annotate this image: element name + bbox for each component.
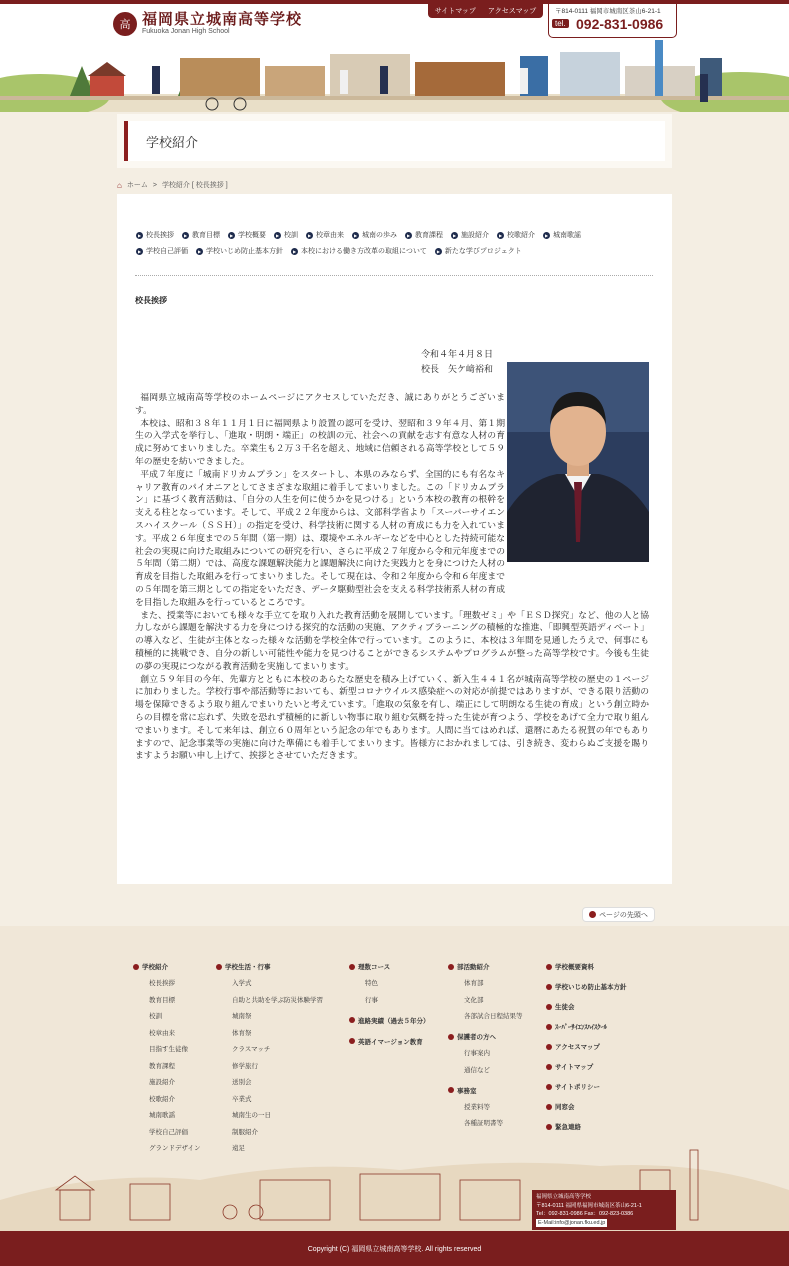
footer-link[interactable]: 体育部 xyxy=(464,980,484,987)
footer-heading-label: 部活動紹介 xyxy=(457,964,490,971)
subnav-link[interactable] xyxy=(451,229,489,241)
subnav-link[interactable] xyxy=(306,229,344,241)
footer-quick-link[interactable] xyxy=(546,962,627,971)
footer-heading[interactable] xyxy=(448,1086,523,1095)
footer-heading[interactable] xyxy=(349,1037,430,1046)
subnav-label: 校章由来 xyxy=(316,232,344,239)
footer-link[interactable]: 城南歌謡 xyxy=(149,1112,175,1119)
greeting-paragraph: 本校は、昭和３８年１１月１日に福岡県より設置の認可を受け、翌昭和３９年４月、第１期生の入学式を挙行し、「進取・明朗・端正」の校訓の元、社会への貢献を志す有意な人材の育成に努めてまいりました。卒業生も２万３千名を超え、地域に信頼される高等学校として５９年の歴史を紡いできました。 xyxy=(135,418,505,467)
subnav-label: 教育目標 xyxy=(192,232,220,239)
footer-email[interactable]: E-Mail:info@jonan.fku.ed.jp xyxy=(538,1219,606,1226)
footer-link[interactable]: 目指す生徒像 xyxy=(149,1046,188,1053)
subnav-label: 城南歌謡 xyxy=(553,232,581,239)
arrow-right-icon: ▶ xyxy=(137,232,142,238)
footer-link[interactable]: 入学式 xyxy=(232,980,252,987)
subnav-label: 学校いじめ防止基本方針 xyxy=(206,248,283,255)
footer-heading-label: 同窓会 xyxy=(555,1104,575,1111)
subnav-label: 学校概要 xyxy=(238,232,266,239)
subnav-link[interactable] xyxy=(274,229,298,241)
subnav-label: 校歌紹介 xyxy=(507,232,535,239)
arrow-right-icon: ▶ xyxy=(197,248,202,254)
footer-quick-link[interactable] xyxy=(546,1022,627,1031)
footer-address: 〒814-0111 福岡県福岡市城南区茶山6-21-1 xyxy=(536,1202,642,1209)
footer-col-school xyxy=(133,962,201,1160)
footer-link[interactable]: 校章由来 xyxy=(149,1029,175,1037)
breadcrumb xyxy=(117,180,228,190)
subnav-label: 教育課程 xyxy=(415,232,443,239)
bullet-icon xyxy=(133,964,139,970)
bullet-icon xyxy=(448,964,454,970)
footer-link[interactable]: 体育祭 xyxy=(232,1029,252,1037)
school-name-en: Fukuoka Jonan High School xyxy=(142,28,230,35)
subnav-link[interactable] xyxy=(405,229,443,241)
footer-heading-label: 緊急連絡 xyxy=(555,1124,581,1131)
footer-link[interactable]: 城南生の一日 xyxy=(232,1112,271,1119)
arrow-right-icon: ▶ xyxy=(452,232,457,238)
footer-link[interactable]: 学校自己評価 xyxy=(149,1128,188,1136)
footer-link[interactable]: 卒業式 xyxy=(232,1095,252,1103)
subnav-link[interactable] xyxy=(228,229,266,241)
footer-quick-link[interactable] xyxy=(546,982,627,991)
bullet-icon xyxy=(349,964,355,970)
back-to-top-button[interactable] xyxy=(582,907,655,922)
footer-heading-label: 学校生活・行事 xyxy=(225,964,271,971)
footer-block xyxy=(448,1032,523,1074)
footer-quick-link[interactable] xyxy=(546,1102,627,1111)
arrow-right-icon: ▶ xyxy=(307,232,312,238)
footer-link[interactable]: 自助と共助を学ぶ防災体験学習 xyxy=(232,996,323,1004)
subnav-label: 本校における働き方改革の取組について xyxy=(301,248,427,255)
footer-heading-label: ｽｰﾊﾟｰｻｲｴﾝｽﾊｲｽｸｰﾙ xyxy=(555,1024,607,1031)
footer-link[interactable]: クラスマッチ xyxy=(232,1046,271,1053)
footer-heading-label: 学校紹介 xyxy=(142,964,168,971)
subnav-link[interactable] xyxy=(136,245,188,257)
subnav-label: 校長挨拶 xyxy=(146,232,174,239)
back-to-top-label: ページの先頭へ xyxy=(599,911,648,919)
bullet-icon xyxy=(216,964,222,970)
greeting-paragraph: 平成７年度に「城南ドリカムプラン」をスタートし、本県のみならず、全国的にも有名なキャリア教育のパイオニアとしてさまざまな取組に着手してまいりました。この「ドリカムプラン」に基づく教育活動は、「自分の人生を何に使うかを見つける」という本校の教育の根幹を支える柱となっています。そして、平成２２年度からは、文部科学省より「スーパーサイエンスハイスクール（ＳＳＨ）」の指定を受け、科学技術に関する人材の育成にも力を入れています。平成２６年度までの５年間（第一期）は、環境やエネルギーなどを中心とした持続可能な社会の実現に向けた取組みについての研究を行い、さらに平成２７年度から令和元年度までの５年間（第二期）では、高度な課題解決能力と課題解決に向けた実践力とを身につけた人材の育成を目指した取組みを行ってまいりました。そして現在は、令和２年度から令和６年度までの５年間を第三期としての指定をいただき、データ駆動型社会を支える科学技術系人材の育成を目指した取組みを行っているところです。 xyxy=(135,469,505,608)
footer-col-links xyxy=(546,962,627,1142)
subnav-link[interactable] xyxy=(497,229,535,241)
footer-quick-link[interactable] xyxy=(546,1042,627,1051)
greeting-paragraph: 福岡県立城南高等学校のホームページにアクセスしていただき、誠にありがとうございます。 xyxy=(135,393,505,416)
footer-quick-link[interactable] xyxy=(546,1002,627,1011)
breadcrumb-current: 学校紹介 [ 校長挨拶 ] xyxy=(161,182,228,189)
footer-quick-link[interactable] xyxy=(546,1062,627,1071)
footer-quick-link[interactable] xyxy=(546,1082,627,1091)
subnav-link[interactable] xyxy=(435,245,522,257)
arrow-up-icon xyxy=(589,911,596,918)
footer-heading[interactable] xyxy=(133,962,201,971)
footer-heading[interactable] xyxy=(448,962,523,971)
footer-link[interactable]: 行事 xyxy=(365,996,378,1004)
divider xyxy=(135,275,653,276)
copyright-text: Copyright (C) 福岡県立城南高等学校. All rights reserved xyxy=(307,1245,482,1253)
arrow-right-icon: ▶ xyxy=(544,232,549,238)
subnav-label: 城南の歩み xyxy=(362,232,397,239)
tel-number[interactable]: 092-831-0986 xyxy=(576,16,664,32)
footer-heading[interactable] xyxy=(349,962,430,971)
footer-tel: Tel：092-831-0986 Fax：092-823-0386 xyxy=(536,1211,634,1217)
footer-link[interactable]: 授業料等 xyxy=(464,1103,490,1111)
bullet-icon xyxy=(349,1017,355,1023)
greeting-date: 令和４年４月８日 xyxy=(421,350,494,360)
school-emblem-icon: 高 xyxy=(113,12,137,36)
footer-heading[interactable] xyxy=(216,962,323,971)
header-illustration xyxy=(0,36,789,112)
tel-label: tel. xyxy=(552,19,569,28)
bullet-icon xyxy=(546,1064,552,1070)
breadcrumb-home[interactable]: ホーム xyxy=(126,182,148,189)
footer-heading-label: 生徒会 xyxy=(555,1004,575,1011)
arrow-right-icon: ▶ xyxy=(292,248,297,254)
subnav-link[interactable] xyxy=(182,229,220,241)
section-title: 校長挨拶 xyxy=(135,295,167,305)
breadcrumb-separator: > xyxy=(152,181,157,189)
bullet-icon xyxy=(546,1024,552,1030)
footer-col-course xyxy=(349,962,430,1058)
school-logo[interactable] xyxy=(113,11,302,36)
arrow-right-icon: ▶ xyxy=(275,232,280,238)
footer-col-life xyxy=(216,962,323,1160)
footer-link[interactable]: 遠足 xyxy=(232,1145,245,1152)
footer-link[interactable]: グランドデザイン xyxy=(149,1145,201,1152)
sitemap-link[interactable]: サイトマップ xyxy=(434,8,476,15)
footer-block xyxy=(349,962,430,1004)
bullet-icon xyxy=(448,1087,454,1093)
footer-school-name: 福岡県立城南高等学校 xyxy=(536,1194,592,1200)
page-title-box xyxy=(124,121,665,161)
footer-heading[interactable] xyxy=(448,1032,523,1041)
subnav-link[interactable] xyxy=(136,229,174,241)
footer-link[interactable]: 文化部 xyxy=(464,996,484,1004)
footer-link[interactable]: 通信など xyxy=(464,1066,490,1074)
subnav-link[interactable] xyxy=(196,245,283,257)
bullet-icon xyxy=(546,964,552,970)
subnav-link[interactable] xyxy=(543,229,581,241)
footer-link[interactable]: 特色 xyxy=(365,980,378,987)
bullet-icon xyxy=(546,1044,552,1050)
footer-block xyxy=(448,1086,523,1128)
bullet-icon xyxy=(349,1038,355,1044)
footer-heading-label: 進路実績（過去５年分） xyxy=(358,1017,430,1025)
footer-link[interactable]: 校訓 xyxy=(149,1013,162,1020)
footer-heading-label: 学校いじめ防止基本方針 xyxy=(555,984,627,991)
footer-heading-label: 保護者の方へ xyxy=(457,1034,496,1041)
arrow-right-icon: ▶ xyxy=(498,232,503,238)
arrow-right-icon: ▶ xyxy=(406,232,411,238)
accessmap-link[interactable]: アクセスマップ xyxy=(487,8,537,15)
footer-info-box xyxy=(532,1190,676,1230)
footer-link[interactable]: 城南祭 xyxy=(232,1013,252,1020)
arrow-right-icon: ▶ xyxy=(137,248,142,254)
subnav-label: 学校自己評価 xyxy=(146,248,188,255)
school-name: 福岡県立城南高等学校 xyxy=(142,10,303,28)
footer-heading-label: 事務室 xyxy=(457,1087,477,1095)
greeting-body xyxy=(135,392,649,763)
footer-link[interactable]: 各種証明書等 xyxy=(464,1120,503,1127)
bullet-icon xyxy=(546,1104,552,1110)
bullet-icon xyxy=(546,1084,552,1090)
footer-link[interactable]: 校歌紹介 xyxy=(149,1095,175,1103)
footer-heading-label: 英語イマージョン教育 xyxy=(358,1038,423,1046)
footer-link[interactable]: 教育課程 xyxy=(149,1062,175,1070)
arrow-right-icon: ▶ xyxy=(229,232,234,238)
footer-block xyxy=(349,1037,430,1046)
subnav-link[interactable] xyxy=(291,245,427,257)
footer-heading-label: 理数コース xyxy=(358,964,391,971)
footer-link[interactable]: 制服紹介 xyxy=(232,1128,258,1136)
arrow-right-icon: ▶ xyxy=(183,232,188,238)
subnav-label: 校訓 xyxy=(284,232,298,239)
arrow-right-icon: ▶ xyxy=(436,248,440,254)
bullet-icon xyxy=(546,1124,552,1130)
footer-heading-label: サイトポリシー xyxy=(555,1084,601,1091)
footer-link[interactable]: 教育目標 xyxy=(149,996,175,1004)
footer-link[interactable]: 施設紹介 xyxy=(149,1079,175,1086)
subnav-label: 施設紹介 xyxy=(461,232,489,239)
page-title: 学校紹介 xyxy=(146,136,199,151)
footer-block xyxy=(349,1016,430,1025)
subnav-label: 新たな学びプロジェクト xyxy=(444,248,522,255)
greeting-paragraph: 創立５９年目の今年、先輩方とともに本校のあらたな歴史を積み上げていく、新入生４４１名が城南高等学校の歴史の１ページに加わりました。学校行事や部活動等においても、新型コロナウイルス感染症への対応が前提ではありますが、できる限り活動の場を保障できるよう取り組んでまいりたいと考えています。「進取の気象を有し、端正にして明朗なる生徒の育成」という創立時からの目標を常に忘れず、失敗を恐れず積極的に新しい物事に取り組む気概を持った生徒が育つよう、学校をあげて全力で取り組んでまいります。そして来年は、創立６０周年という記念の年でもあります。人間に当てはめれば、還暦にあたる祝賀の年でもありますので、記念事業等の実施に向けた準備にも着手してまいります。皆様方におかれましては、引き続き、変わらぬご支援を賜りますようお願い申し上げて、挨拶とさせていただきます。 xyxy=(135,674,649,762)
footer-heading-label: アクセスマップ xyxy=(555,1044,600,1051)
footer-block xyxy=(448,962,523,1020)
footer-quick-link[interactable] xyxy=(546,1122,627,1131)
bullet-icon xyxy=(546,1004,552,1010)
footer-link[interactable]: 校長挨拶 xyxy=(149,980,175,987)
footer-heading-label: サイトマップ xyxy=(555,1064,594,1071)
header-address: 〒814-0111 福岡市城南区茶山6-21-1 xyxy=(555,8,661,15)
footer-heading-label: 学校概要資料 xyxy=(555,964,594,971)
bullet-icon xyxy=(448,1034,454,1040)
arrow-right-icon: ▶ xyxy=(353,232,358,238)
footer-link[interactable]: 行事案内 xyxy=(464,1050,490,1057)
bullet-icon xyxy=(546,984,552,990)
footer-col-club xyxy=(448,962,523,1139)
footer-link[interactable]: 各部試合日程結果等 xyxy=(464,1013,523,1020)
home-icon: ⌂ xyxy=(117,180,122,190)
principal-signature: 校長 矢ケ﨑裕和 xyxy=(421,365,494,375)
footer-heading[interactable] xyxy=(349,1016,430,1025)
sub-navigation xyxy=(136,229,656,261)
footer-link[interactable]: 送別会 xyxy=(232,1079,252,1086)
copyright-bar xyxy=(0,1231,789,1266)
top-links xyxy=(428,4,543,18)
footer-link[interactable]: 修学旅行 xyxy=(232,1062,258,1070)
subnav-link[interactable] xyxy=(352,229,397,241)
greeting-paragraph: また、授業等においても様々な手立てを取り入れた教育活動を展開しています。「理数ゼミ」や「ＥＳＤ探究」など、他の人と協力しながら課題を解決する力を身につける探究的な活動の実施、アクティブラーニングの積極的な推進、「即興型英語ディベート」の導入など、生徒が主体となった様々な活動を学校全体で行っています。このように、本校は３年間を見通したうえで、何事にも積極的に挑戦でき、自分の新しい可能性や能力を見つけることができるシステムやプログラムが整った高等学校です。今後も生徒の夢の実現につながる教育活動を実施してまいります。 xyxy=(135,610,649,672)
